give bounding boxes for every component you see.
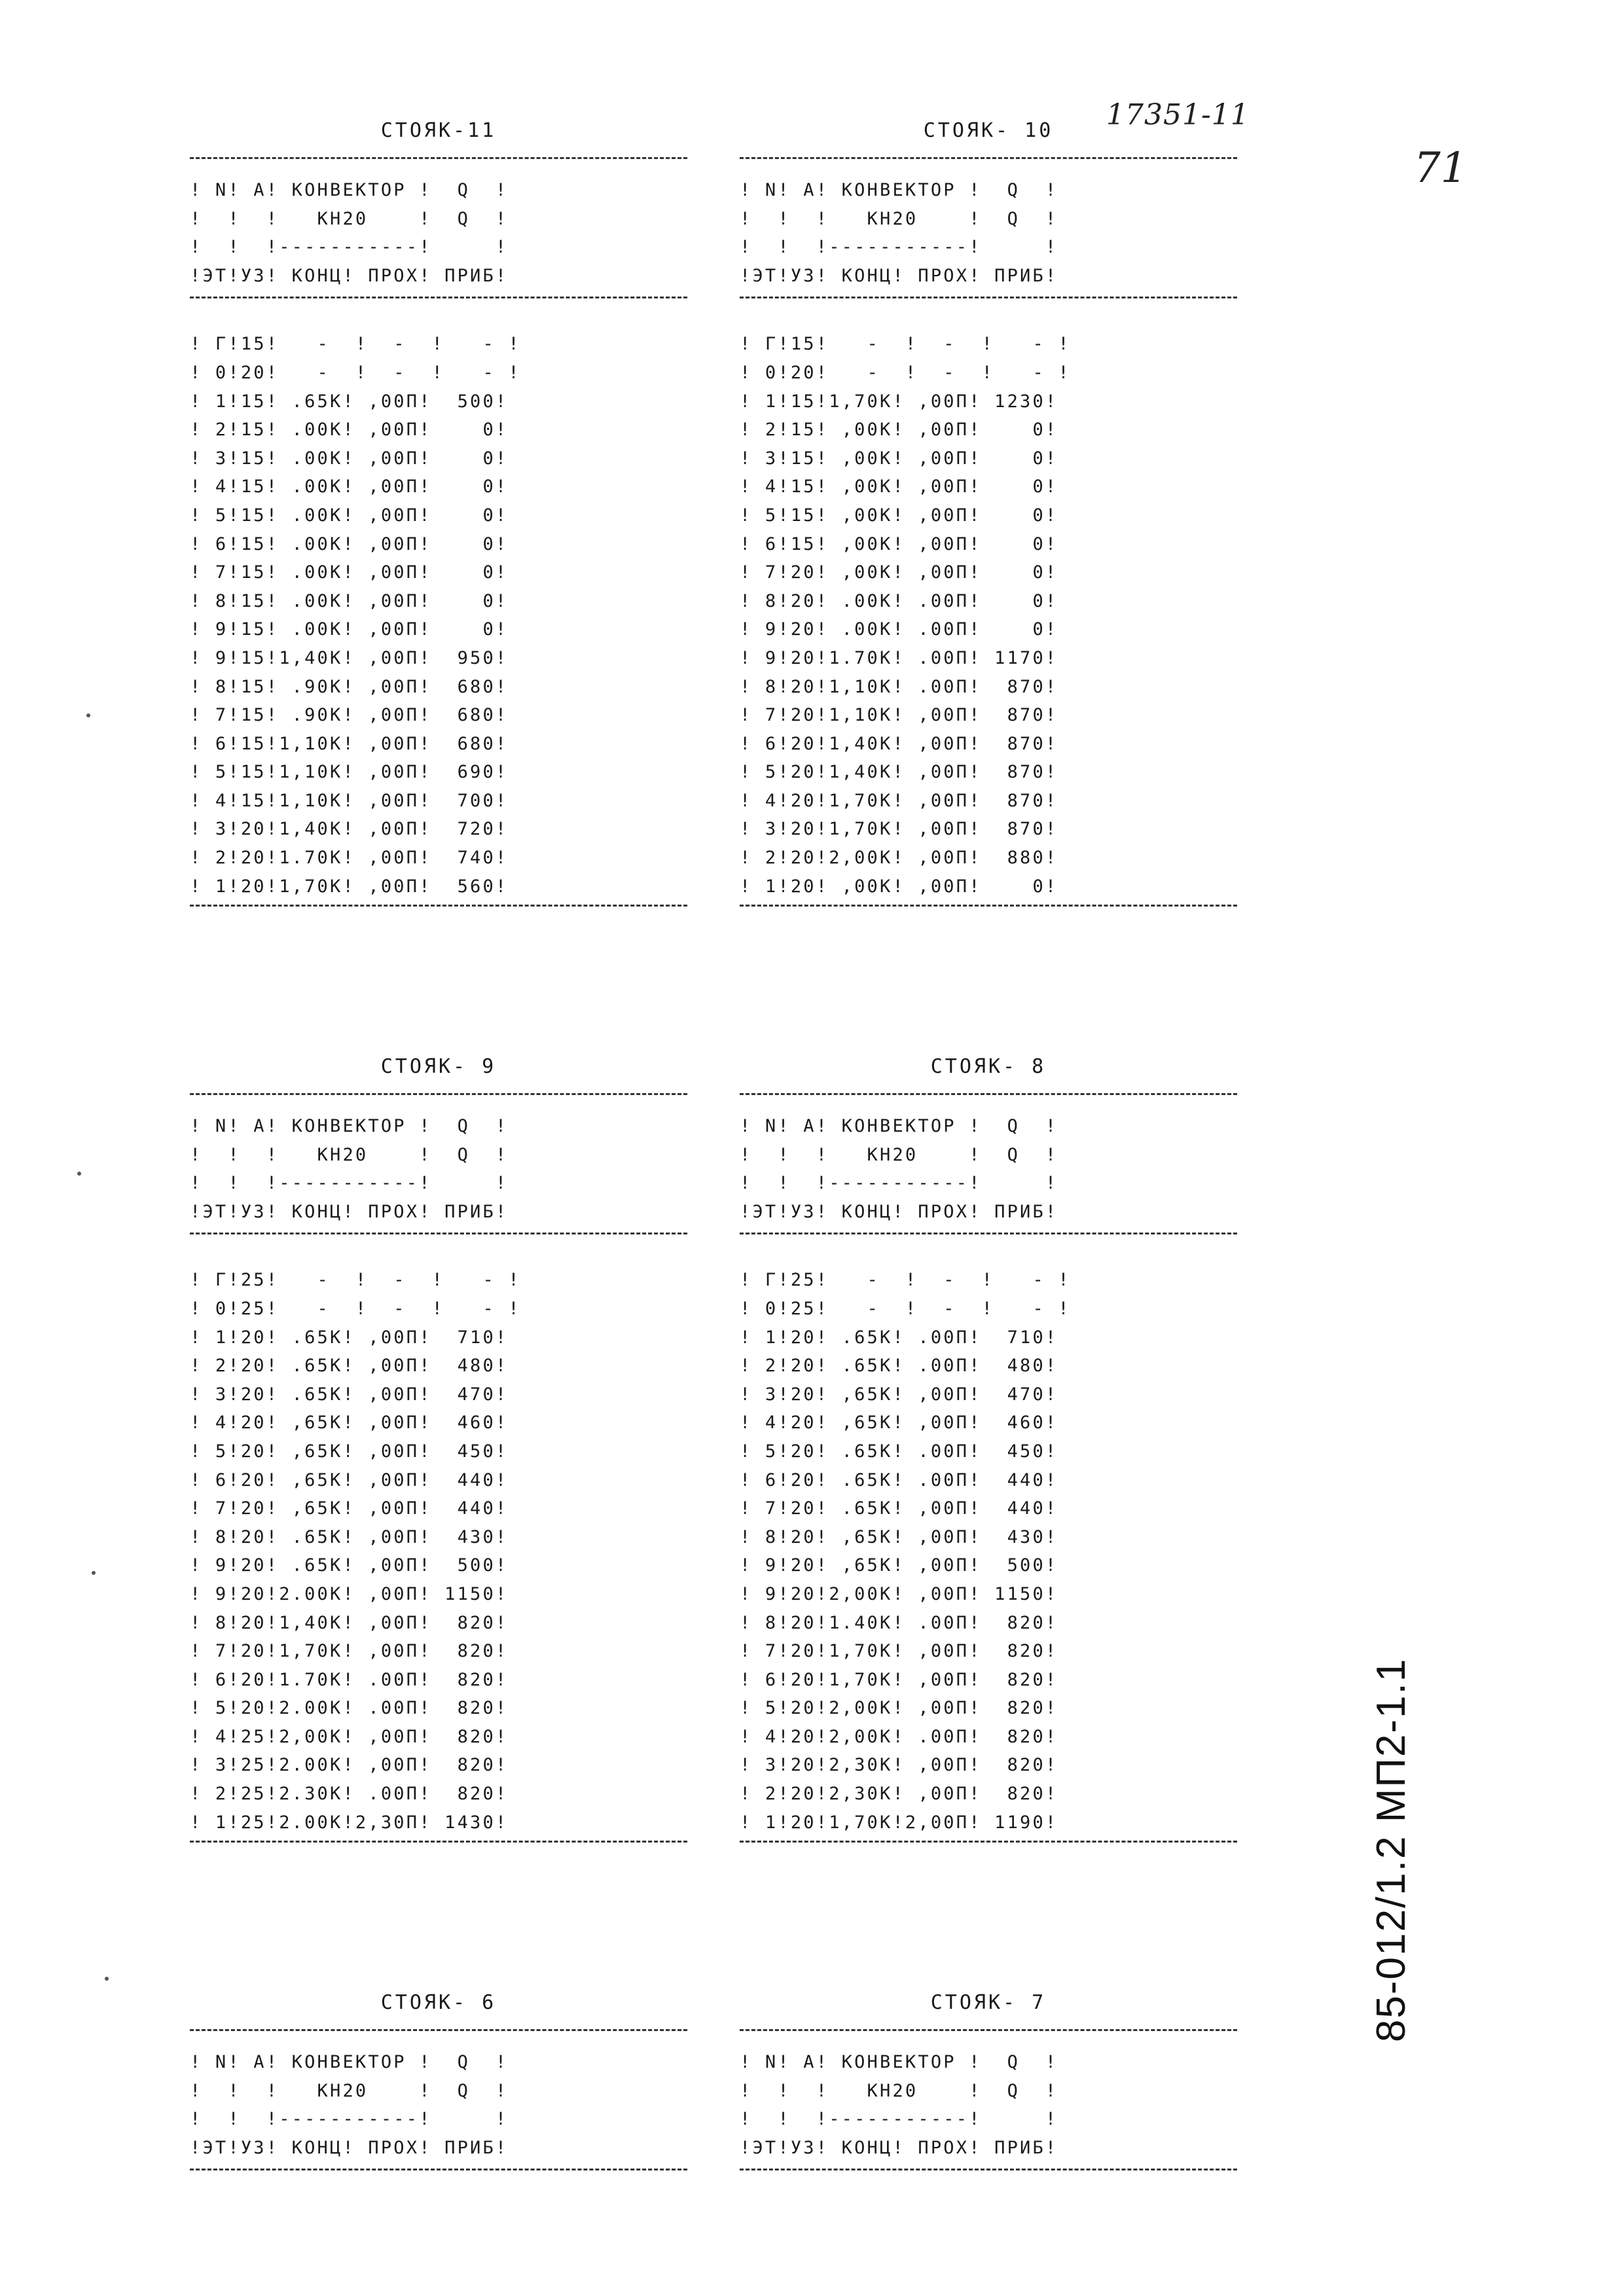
- table-row: ! 4!20! ,65К! ,00П! 460!: [740, 1413, 1058, 1433]
- divider: [740, 905, 1237, 924]
- table-header-line: ! ! !-----------! !: [190, 237, 509, 258]
- riser-table: [190, 1983, 687, 2188]
- table-row: ! 1!20! .65К! .00П! 710!: [740, 1327, 1058, 1348]
- table-header-line: !ЭТ!УЗ! КОНЦ! ПРОХ! ПРИБ!: [190, 2137, 509, 2158]
- table-row: ! 8!20! .65К! ,00П! 430!: [190, 1526, 509, 1547]
- divider: [190, 297, 687, 315]
- table-header-line: ! ! ! КН20 ! Q !: [740, 208, 1058, 229]
- table-row: ! 0!25! - ! - ! - !: [740, 1298, 1071, 1319]
- table-header-line: !ЭТ!УЗ! КОНЦ! ПРОХ! ПРИБ!: [190, 1201, 509, 1222]
- table-row: ! 2!20!2,30К! ,00П! 820!: [740, 1784, 1058, 1805]
- table-header-line: ! ! !-----------! !: [740, 237, 1058, 258]
- riser-table: [740, 1047, 1237, 1860]
- table-row: ! Г!25! - ! - ! - !: [740, 1270, 1071, 1291]
- table-row: ! 5!20! .65К! .00П! 450!: [740, 1441, 1058, 1462]
- table-row: ! 7!15! .00К! ,00П! 0!: [190, 562, 509, 583]
- divider: [190, 2029, 687, 2048]
- table-row: ! 7!20!1,10К! ,00П! 870!: [740, 705, 1058, 726]
- table-row: ! 0!20! - ! - ! - !: [190, 362, 521, 383]
- divider: [740, 1233, 1237, 1252]
- table-row: ! Г!15! - ! - ! - !: [740, 334, 1071, 355]
- table-header-line: ! ! !-----------! !: [190, 1173, 509, 1194]
- divider: [740, 1841, 1237, 1860]
- riser-table: [190, 1047, 687, 1860]
- table-row: ! 7!20! ,65К! ,00П! 440!: [190, 1498, 509, 1519]
- table-row: ! 4!15! ,00К! ,00П! 0!: [740, 477, 1058, 497]
- table-row: ! 9!20! .00К! .00П! 0!: [740, 619, 1058, 640]
- table-header-line: ! ! !-----------! !: [740, 2109, 1058, 2130]
- table-row: ! 9!20! ,65К! ,00П! 500!: [740, 1555, 1058, 1576]
- page-number: 71: [1414, 144, 1468, 192]
- table-header-line: ! ! ! КН20 ! Q !: [190, 2080, 509, 2101]
- document-code: 85-012/1.2 МП2-1.1: [1369, 1657, 1414, 2042]
- table-header-line: !ЭТ!УЗ! КОНЦ! ПРОХ! ПРИБ!: [740, 2137, 1058, 2158]
- scan-speck: [92, 1571, 96, 1575]
- divider: [190, 157, 687, 176]
- table-header-line: !ЭТ!УЗ! КОНЦ! ПРОХ! ПРИБ!: [190, 265, 509, 286]
- table-row: ! 2!20!2,00К! ,00П! 880!: [740, 848, 1058, 869]
- table-row: ! 2!20! .65К! .00П! 480!: [740, 1356, 1058, 1377]
- table-row: ! 7!20!1,70К! ,00П! 820!: [740, 1641, 1058, 1662]
- table-row: ! 4!20!1,70К! ,00П! 870!: [740, 790, 1058, 811]
- table-row: ! 1!20! .65К! ,00П! 710!: [190, 1327, 509, 1348]
- riser-table: [740, 111, 1237, 924]
- table-row: ! 8!15! .00К! ,00П! 0!: [190, 590, 509, 611]
- table-header-line: ! N! A! КОНВЕКТОР ! Q !: [740, 180, 1058, 200]
- table-row: ! 6!15!1,10К! ,00П! 680!: [190, 733, 509, 754]
- table-row: ! 9!20!2.00К! ,00П! 1150!: [190, 1583, 509, 1604]
- table-row: ! 7!15! .90К! ,00П! 680!: [190, 705, 509, 726]
- table-header-line: ! ! ! КН20 ! Q !: [740, 2080, 1058, 2101]
- scan-speck: [105, 1977, 109, 1981]
- divider: [190, 1233, 687, 1252]
- riser-title: СТОЯК- 9: [380, 1055, 497, 1078]
- table-row: ! 6!20! ,65К! ,00П! 440!: [190, 1469, 509, 1490]
- table-row: ! 8!20!1.40К! .00П! 820!: [740, 1612, 1058, 1633]
- table-row: ! 2!15! ,00К! ,00П! 0!: [740, 420, 1058, 441]
- table-header-line: ! ! ! КН20 ! Q !: [190, 1144, 509, 1165]
- table-row: ! 3!20!1,40К! ,00П! 720!: [190, 819, 509, 840]
- table-row: ! 6!15! ,00К! ,00П! 0!: [740, 533, 1058, 554]
- table-row: ! 2!25!2.30К! .00П! 820!: [190, 1784, 509, 1805]
- table-row: ! 3!15! ,00К! ,00П! 0!: [740, 448, 1058, 469]
- table-row: ! 7!20! ,00К! ,00П! 0!: [740, 562, 1058, 583]
- riser-table: [740, 1983, 1237, 2188]
- table-row: ! Г!15! - ! - ! - !: [190, 334, 521, 355]
- table-row: ! 4!15!1,10К! ,00П! 700!: [190, 790, 509, 811]
- riser-title: СТОЯК-11: [380, 119, 497, 142]
- table-row: ! 8!20!1,10К! .00П! 870!: [740, 676, 1058, 697]
- table-row: ! 2!20! .65К! ,00П! 480!: [190, 1356, 509, 1377]
- table-row: ! 1!20!1,70К!2,00П! 1190!: [740, 1812, 1058, 1833]
- table-row: ! 9!20!1.70К! .00П! 1170!: [740, 647, 1058, 668]
- table-row: ! 8!15! .90К! ,00П! 680!: [190, 676, 509, 697]
- table-row: ! 8!20! ,65К! ,00П! 430!: [740, 1526, 1058, 1547]
- table-row: ! 4!15! .00К! ,00П! 0!: [190, 477, 509, 497]
- table-row: ! 4!20! ,65К! ,00П! 460!: [190, 1413, 509, 1433]
- table-header-line: ! N! A! КОНВЕКТОР ! Q !: [190, 1116, 509, 1136]
- table-row: ! 6!20!1,70К! ,00П! 820!: [740, 1669, 1058, 1690]
- table-row: ! 3!25!2.00К! ,00П! 820!: [190, 1755, 509, 1776]
- table-row: ! 6!20!1.70К! .00П! 820!: [190, 1669, 509, 1690]
- riser-table: [190, 111, 687, 924]
- divider: [190, 905, 687, 924]
- divider: [740, 157, 1237, 176]
- table-header-line: ! ! !-----------! !: [190, 2109, 509, 2130]
- divider: [190, 2169, 687, 2188]
- table-row: ! 5!20!2.00К! .00П! 820!: [190, 1698, 509, 1719]
- divider: [740, 2029, 1237, 2048]
- table-header-line: ! ! !-----------! !: [740, 1173, 1058, 1194]
- riser-title: СТОЯК- 7: [930, 1991, 1047, 2014]
- table-row: ! 1!25!2.00К!2,30П! 1430!: [190, 1812, 509, 1833]
- table-row: ! 3!20!1,70К! ,00П! 870!: [740, 819, 1058, 840]
- table-row: ! 3!20! .65К! ,00П! 470!: [190, 1384, 509, 1405]
- table-header-line: ! N! A! КОНВЕКТОР ! Q !: [190, 180, 509, 200]
- table-row: ! 2!15! .00К! ,00П! 0!: [190, 420, 509, 441]
- divider: [740, 1093, 1237, 1112]
- riser-title: СТОЯК- 8: [930, 1055, 1047, 1078]
- table-header-line: ! N! A! КОНВЕКТОР ! Q !: [190, 2052, 509, 2072]
- divider: [190, 1093, 687, 1112]
- table-row: ! 5!15! ,00К! ,00П! 0!: [740, 505, 1058, 526]
- table-header-line: ! ! ! КН20 ! Q !: [740, 1144, 1058, 1165]
- divider: [740, 297, 1237, 315]
- scan-speck: [86, 713, 90, 717]
- table-row: ! 1!15! .65К! ,00П! 500!: [190, 391, 509, 412]
- table-row: ! 6!20! .65К! .00П! 440!: [740, 1469, 1058, 1490]
- table-row: ! 2!20!1.70К! ,00П! 740!: [190, 848, 509, 869]
- table-row: ! 9!15! .00К! ,00П! 0!: [190, 619, 509, 640]
- table-row: ! 5!15!1,10К! ,00П! 690!: [190, 762, 509, 783]
- table-row: ! 1!20!1,70К! ,00П! 560!: [190, 876, 509, 897]
- table-header-line: !ЭТ!УЗ! КОНЦ! ПРОХ! ПРИБ!: [740, 1201, 1058, 1222]
- table-row: ! 6!20!1,40К! ,00П! 870!: [740, 733, 1058, 754]
- table-row: ! 3!15! .00К! ,00П! 0!: [190, 448, 509, 469]
- table-row: ! 6!15! .00К! ,00П! 0!: [190, 533, 509, 554]
- table-header-line: ! ! ! КН20 ! Q !: [190, 208, 509, 229]
- table-row: ! 8!20!1,40К! ,00П! 820!: [190, 1612, 509, 1633]
- table-row: ! 3!20!2,30К! ,00П! 820!: [740, 1755, 1058, 1776]
- riser-title: СТОЯК- 10: [923, 119, 1054, 142]
- table-row: ! 3!20! ,65К! ,00П! 470!: [740, 1384, 1058, 1405]
- table-row: ! 5!20! ,65К! ,00П! 450!: [190, 1441, 509, 1462]
- divider: [190, 1841, 687, 1860]
- table-row: ! Г!25! - ! - ! - !: [190, 1270, 521, 1291]
- table-row: ! 0!20! - ! - ! - !: [740, 362, 1071, 383]
- table-header-line: !ЭТ!УЗ! КОНЦ! ПРОХ! ПРИБ!: [740, 265, 1058, 286]
- table-row: ! 4!25!2,00К! ,00П! 820!: [190, 1726, 509, 1747]
- table-row: ! 9!20!2,00К! ,00П! 1150!: [740, 1583, 1058, 1604]
- table-row: ! 1!20! ,00К! ,00П! 0!: [740, 876, 1058, 897]
- table-row: ! 4!20!2,00К! .00П! 820!: [740, 1726, 1058, 1747]
- table-row: ! 5!20!2,00К! ,00П! 820!: [740, 1698, 1058, 1719]
- riser-title: СТОЯК- 6: [380, 1991, 497, 2014]
- table-row: ! 8!20! .00К! .00П! 0!: [740, 590, 1058, 611]
- table-row: ! 7!20! .65К! ,00П! 440!: [740, 1498, 1058, 1519]
- table-row: ! 0!25! - ! - ! - !: [190, 1298, 521, 1319]
- table-row: ! 9!15!1,40К! ,00П! 950!: [190, 647, 509, 668]
- divider: [740, 2169, 1237, 2188]
- table-row: ! 7!20!1,70К! ,00П! 820!: [190, 1641, 509, 1662]
- handwritten-note: 17351-11: [1106, 98, 1250, 132]
- table-row: ! 1!15!1,70К! ,00П! 1230!: [740, 391, 1058, 412]
- table-header-line: ! N! A! КОНВЕКТОР ! Q !: [740, 2052, 1058, 2072]
- table-row: ! 9!20! .65К! ,00П! 500!: [190, 1555, 509, 1576]
- scan-speck: [77, 1172, 81, 1176]
- table-row: ! 5!20!1,40К! ,00П! 870!: [740, 762, 1058, 783]
- table-header-line: ! N! A! КОНВЕКТОР ! Q !: [740, 1116, 1058, 1136]
- table-row: ! 5!15! .00К! ,00П! 0!: [190, 505, 509, 526]
